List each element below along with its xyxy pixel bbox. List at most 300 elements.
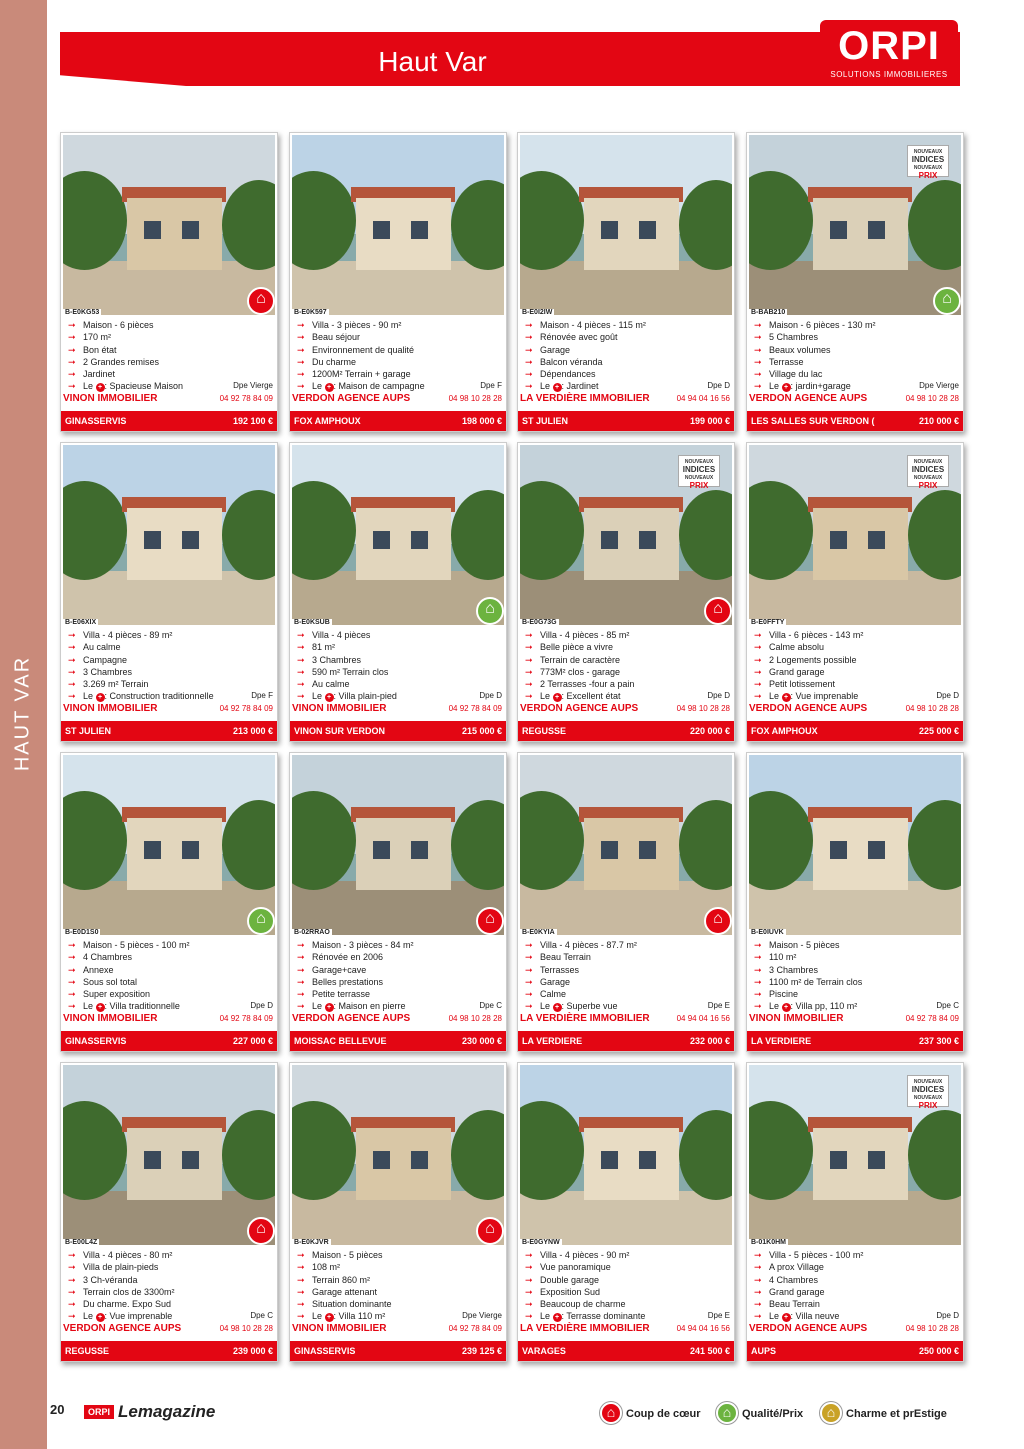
- price-bar: [61, 411, 277, 431]
- red-house-icon: [476, 1217, 504, 1245]
- agency-name[interactable]: VINON IMMOBILIER: [749, 1013, 844, 1024]
- feature-item: ➞ Villa - 4 pièces - 87.7 m²: [522, 939, 732, 951]
- agency-phone[interactable]: 04 94 04 16 56: [676, 1014, 730, 1023]
- feature-item: ➞ 4 Chambres: [65, 951, 275, 963]
- price-bar: [518, 721, 734, 741]
- listing-reference: B-E0FFTY: [751, 619, 785, 626]
- town-name: ST JULIEN: [65, 726, 112, 736]
- agency-phone[interactable]: 04 92 78 84 09: [448, 1324, 502, 1333]
- legend-label: Charme et prEstige: [846, 1408, 947, 1420]
- new-price-flag: NOUVEAUX INDICES NOUVEAUX PRIX: [907, 1075, 949, 1107]
- highlight-row: ➞ Le + : Villa pp, 110 m² Dpe C: [754, 1001, 959, 1011]
- highlight-row: ➞ Le + : jardin+garage Dpe Vierge: [754, 381, 959, 391]
- price-bar: [61, 721, 277, 741]
- dpe-label: Dpe Vierge: [919, 381, 959, 390]
- highlight-row: ➞ Le + : Jardinet Dpe D: [525, 381, 730, 391]
- plus-icon: +: [96, 383, 105, 392]
- feature-list: [522, 319, 732, 380]
- logo-subtitle: SOLUTIONS IMMOBILIERES: [830, 70, 948, 79]
- plus-icon: +: [782, 1313, 791, 1322]
- town-name: LA VERDIERE: [751, 1036, 812, 1046]
- feature-item: ➞ Beau séjour: [294, 331, 504, 343]
- listing-card[interactable]: [60, 752, 278, 1052]
- feature-list: [522, 629, 732, 690]
- listing-reference: B-E0I2IW: [522, 309, 553, 316]
- price-bar: [290, 411, 506, 431]
- quality-house-icon: [716, 1402, 738, 1424]
- plus-icon: +: [553, 1313, 562, 1322]
- feature-item: ➞ 1200M² Terrain + garage: [294, 368, 504, 380]
- dpe-label: Dpe E: [707, 1001, 730, 1010]
- highlight-text: : Maison en pierre: [333, 1001, 406, 1011]
- dpe-label: Dpe C: [250, 1311, 273, 1320]
- new-price-flag: NOUVEAUX INDICES NOUVEAUX PRIX: [907, 455, 949, 487]
- feature-item: ➞ Villa - 4 pièces: [294, 629, 504, 641]
- feature-list: [522, 939, 732, 1000]
- town-name: FOX AMPHOUX: [751, 726, 818, 736]
- feature-item: ➞ Garage attenant: [294, 1286, 504, 1298]
- agency-phone[interactable]: 04 98 10 28 28: [448, 394, 502, 403]
- listing-reference: B-E06XIX: [65, 619, 97, 626]
- plus-icon: +: [96, 1313, 105, 1322]
- price: 210 000 €: [918, 416, 959, 426]
- listing-reference: B-E0KSUB: [294, 619, 330, 626]
- highlight-text: : Villa plain-pied: [333, 691, 397, 701]
- plus-icon: +: [96, 1003, 105, 1012]
- highlight-text: : Vue imprenable: [790, 691, 859, 701]
- agency-phone[interactable]: 04 98 10 28 28: [676, 704, 730, 713]
- feature-item: ➞ 2 Grandes remises: [65, 356, 275, 368]
- property-photo[interactable]: [292, 135, 504, 315]
- agency-phone[interactable]: 04 94 04 16 56: [676, 394, 730, 403]
- feature-item: ➞ 108 m²: [294, 1261, 504, 1273]
- feature-item: ➞ Maison - 5 pièces: [751, 939, 961, 951]
- plus-icon: +: [325, 1313, 334, 1322]
- price: 241 500 €: [689, 1346, 730, 1356]
- feature-item: ➞ Maison - 5 pièces - 100 m²: [65, 939, 275, 951]
- feature-item: ➞ Vue panoramique: [522, 1261, 732, 1273]
- feature-item: ➞ Terrasse: [751, 356, 961, 368]
- feature-list: [65, 939, 275, 1000]
- feature-item: ➞ Campagne: [65, 654, 275, 666]
- feature-item: ➞ Jardinet: [65, 368, 275, 380]
- town-name: LA VERDIERE: [522, 1036, 583, 1046]
- agency-name[interactable]: VERDON AGENCE AUPS: [63, 1323, 182, 1334]
- arrow-icon: ➞: [754, 1001, 762, 1011]
- feature-item: ➞ 4 Chambres: [751, 1274, 961, 1286]
- agency-phone[interactable]: 04 92 78 84 09: [219, 394, 273, 403]
- feature-item: ➞ 170 m²: [65, 331, 275, 343]
- highlight-row: ➞ Le + : Villa traditionnelle Dpe D: [68, 1001, 273, 1011]
- feature-list: [751, 1249, 961, 1310]
- feature-item: ➞ Villa - 4 pièces - 90 m²: [522, 1249, 732, 1261]
- arrow-icon: ➞: [754, 1311, 762, 1321]
- feature-item: ➞ Belles prestations: [294, 976, 504, 988]
- price: 239 125 €: [461, 1346, 502, 1356]
- agency-row: [749, 703, 961, 716]
- new-price-flag: NOUVEAUX INDICES NOUVEAUX PRIX: [678, 455, 720, 487]
- highlight-text: : Jardinet: [561, 381, 599, 391]
- listing-card[interactable]: [60, 132, 278, 432]
- arrow-icon: ➞: [525, 691, 533, 701]
- plus-icon: +: [325, 1003, 334, 1012]
- listing-card[interactable]: [289, 132, 507, 432]
- feature-item: ➞ Rénovée en 2006: [294, 951, 504, 963]
- feature-item: ➞ Terrasses: [522, 964, 732, 976]
- price-bar: [61, 1341, 277, 1361]
- feature-item: ➞ 5 Chambres: [751, 331, 961, 343]
- agency-name[interactable]: VINON IMMOBILIER: [63, 1013, 158, 1024]
- arrow-icon: ➞: [525, 1311, 533, 1321]
- property-photo[interactable]: [749, 755, 961, 935]
- highlight-text: : Superbe vue: [561, 1001, 618, 1011]
- feature-list: [65, 319, 275, 380]
- agency-name[interactable]: VINON IMMOBILIER: [63, 393, 158, 404]
- town-name: ST JULIEN: [522, 416, 569, 426]
- feature-item: ➞ 3 Chambres: [294, 654, 504, 666]
- feature-item: ➞ Garage+cave: [294, 964, 504, 976]
- feature-item: ➞ Calme: [522, 988, 732, 1000]
- agency-phone[interactable]: 04 94 04 16 56: [676, 1324, 730, 1333]
- agency-phone[interactable]: 04 92 78 84 09: [219, 704, 273, 713]
- town-name: REGUSSE: [522, 726, 567, 736]
- agency-name[interactable]: LA VERDIÈRE IMMOBILIER: [520, 393, 650, 404]
- feature-item: ➞ 110 m²: [751, 951, 961, 963]
- agency-name[interactable]: VINON IMMOBILIER: [292, 1323, 387, 1334]
- listing-card[interactable]: [517, 442, 735, 742]
- feature-item: ➞ Annexe: [65, 964, 275, 976]
- feature-item: ➞ Environnement de qualité: [294, 344, 504, 356]
- highlight-row: ➞ Le + : Spacieuse Maison Dpe Vierge: [68, 381, 273, 391]
- arrow-icon: ➞: [525, 381, 533, 391]
- highlight-row: ➞ Le + : Maison en pierre Dpe C: [297, 1001, 502, 1011]
- feature-item: ➞ 590 m² Terrain clos: [294, 666, 504, 678]
- highlight-row: ➞ Le + : Excellent état Dpe D: [525, 691, 730, 701]
- feature-list: [294, 939, 504, 1000]
- dpe-label: Dpe Vierge: [233, 381, 273, 390]
- green-house-icon: [247, 907, 275, 935]
- agency-phone[interactable]: 04 98 10 28 28: [448, 1014, 502, 1023]
- green-house-icon: [476, 597, 504, 625]
- feature-list: [65, 629, 275, 690]
- agency-phone[interactable]: 04 98 10 28 28: [905, 704, 959, 713]
- plus-icon: +: [782, 1003, 791, 1012]
- property-photo[interactable]: [63, 1065, 275, 1245]
- arrow-icon: ➞: [297, 691, 305, 701]
- town-name: LES SALLES SUR VERDON (: [751, 416, 875, 426]
- agency-phone[interactable]: 04 92 78 84 09: [219, 1014, 273, 1023]
- price-bar: [518, 411, 734, 431]
- feature-item: ➞ Grand garage: [751, 666, 961, 678]
- feature-item: ➞ Au calme: [294, 678, 504, 690]
- town-name: VARAGES: [522, 1346, 566, 1356]
- town-name: AUPS: [751, 1346, 777, 1356]
- price-bar: [518, 1031, 734, 1051]
- agency-row: [63, 393, 275, 406]
- agency-phone[interactable]: 04 98 10 28 28: [905, 394, 959, 403]
- agency-name[interactable]: VERDON AGENCE AUPS: [749, 1323, 868, 1334]
- feature-list: [294, 319, 504, 380]
- feature-item: ➞ Petit lotissement: [751, 678, 961, 690]
- agency-phone[interactable]: 04 92 78 84 09: [448, 704, 502, 713]
- town-name: VINON SUR VERDON: [294, 726, 386, 736]
- agency-name[interactable]: VERDON AGENCE AUPS: [749, 703, 868, 714]
- highlight-row: ➞ Le + : Villa plain-pied Dpe D: [297, 691, 502, 701]
- listing-reference: B-E0GYNW: [522, 1239, 560, 1246]
- feature-item: ➞ Terrain clos de 3300m²: [65, 1286, 275, 1298]
- property-photo[interactable]: [292, 1065, 504, 1245]
- highlight-row: ➞ Le + : Villa neuve Dpe D: [754, 1311, 959, 1321]
- feature-list: [751, 939, 961, 1000]
- legend-charme-prestige: [820, 1402, 950, 1426]
- town-name: FOX AMPHOUX: [294, 416, 361, 426]
- property-photo[interactable]: [520, 1065, 732, 1245]
- arrow-icon: ➞: [754, 691, 762, 701]
- agency-row: [63, 1013, 275, 1026]
- town-name: GINASSERVIS: [294, 1346, 356, 1356]
- listing-reference: B-E0KJVR: [294, 1239, 329, 1246]
- green-house-icon: [933, 287, 961, 315]
- feature-item: ➞ 1100 m² de Terrain clos: [751, 976, 961, 988]
- listing-reference: B-02RRAO: [294, 929, 330, 936]
- agency-row: [520, 1013, 732, 1026]
- agency-row: [292, 393, 504, 406]
- feature-list: [65, 1249, 275, 1310]
- feature-item: ➞ Belle pièce a vivre: [522, 641, 732, 653]
- page-number: 20: [50, 1402, 65, 1417]
- logo-text: ORPI: [838, 24, 940, 68]
- price: 250 000 €: [918, 1346, 959, 1356]
- feature-item: ➞ Villa de plain-pieds: [65, 1261, 275, 1273]
- agency-name[interactable]: LA VERDIÈRE IMMOBILIER: [520, 1013, 650, 1024]
- highlight-row: ➞ Le + : Vue imprenable Dpe C: [68, 1311, 273, 1321]
- property-photo[interactable]: [520, 755, 732, 935]
- feature-item: ➞ Calme absolu: [751, 641, 961, 653]
- arrow-icon: ➞: [68, 1001, 76, 1011]
- feature-item: ➞ Beau Terrain: [522, 951, 732, 963]
- feature-item: ➞ Villa - 4 pièces - 80 m²: [65, 1249, 275, 1261]
- feature-item: ➞ 81 m²: [294, 641, 504, 653]
- agency-row: [520, 703, 732, 716]
- feature-item: ➞ Piscine: [751, 988, 961, 1000]
- agency-row: [749, 1323, 961, 1336]
- feature-item: ➞ 3 Chambres: [751, 964, 961, 976]
- highlight-row: ➞ Le + : Construction traditionnelle Dpe F: [68, 691, 273, 701]
- agency-name[interactable]: VERDON AGENCE AUPS: [292, 393, 411, 404]
- agency-name[interactable]: VERDON AGENCE AUPS: [292, 1013, 411, 1024]
- feature-item: ➞ Garage: [522, 344, 732, 356]
- listing-card[interactable]: [289, 1062, 507, 1362]
- feature-item: ➞ Garage: [522, 976, 732, 988]
- listing-card[interactable]: [60, 442, 278, 742]
- highlight-text: : Maison de campagne: [333, 381, 425, 391]
- agency-name[interactable]: VERDON AGENCE AUPS: [749, 393, 868, 404]
- feature-item: ➞ Double garage: [522, 1274, 732, 1286]
- listing-reference: B-E0KG53: [65, 309, 100, 316]
- feature-item: ➞ Sous sol total: [65, 976, 275, 988]
- agency-phone[interactable]: 04 92 78 84 09: [905, 1014, 959, 1023]
- highlight-row: ➞ Le + : Terrasse dominante Dpe E: [525, 1311, 730, 1321]
- agency-row: [520, 393, 732, 406]
- feature-item: ➞ Beaux volumes: [751, 344, 961, 356]
- feature-item: ➞ Terrain 860 m²: [294, 1274, 504, 1286]
- property-photo[interactable]: [63, 445, 275, 625]
- listing-card[interactable]: [517, 132, 735, 432]
- listing-reference: B-BAB210: [751, 309, 786, 316]
- price: 192 100 €: [232, 416, 273, 426]
- red-house-icon: [704, 907, 732, 935]
- page-title: Haut Var: [378, 46, 487, 77]
- price-bar: [290, 1031, 506, 1051]
- feature-item: ➞ 3 Chambres: [65, 666, 275, 678]
- feature-item: ➞ Villa - 6 pièces - 143 m²: [751, 629, 961, 641]
- dpe-label: Dpe F: [480, 381, 502, 390]
- agency-row: [749, 393, 961, 406]
- agency-phone[interactable]: 04 98 10 28 28: [905, 1324, 959, 1333]
- listing-card[interactable]: [517, 1062, 735, 1362]
- feature-item: ➞ 773M² clos - garage: [522, 666, 732, 678]
- price: 232 000 €: [689, 1036, 730, 1046]
- price: 239 000 €: [232, 1346, 273, 1356]
- orpi-logo[interactable]: [820, 20, 958, 84]
- legend-label: Coup de cœur: [626, 1408, 701, 1420]
- town-name: GINASSERVIS: [65, 416, 127, 426]
- feature-list: [294, 629, 504, 690]
- feature-item: ➞ Maison - 5 pièces: [294, 1249, 504, 1261]
- dpe-label: Dpe Vierge: [462, 1311, 502, 1320]
- price-bar: [747, 721, 963, 741]
- price: 225 000 €: [918, 726, 959, 736]
- price-bar: [290, 721, 506, 741]
- feature-item: ➞ Villa - 4 pièces - 85 m²: [522, 629, 732, 641]
- feature-item: ➞ Terrain de caractère: [522, 654, 732, 666]
- listing-card[interactable]: [289, 442, 507, 742]
- listing-card[interactable]: [60, 1062, 278, 1362]
- price-bar: [747, 411, 963, 431]
- feature-list: [294, 1249, 504, 1310]
- agency-row: [292, 1013, 504, 1026]
- highlight-row: ➞ Le + : Vue imprenable Dpe D: [754, 691, 959, 701]
- property-photo[interactable]: [63, 135, 275, 315]
- listing-card[interactable]: [289, 752, 507, 1052]
- plus-icon: +: [553, 693, 562, 702]
- agency-row: [520, 1323, 732, 1336]
- town-name: GINASSERVIS: [65, 1036, 127, 1046]
- feature-item: ➞ Exposition Sud: [522, 1286, 732, 1298]
- listing-reference: B-E00L4Z: [65, 1239, 98, 1246]
- agency-row: [63, 703, 275, 716]
- feature-item: ➞ Beau Terrain: [751, 1298, 961, 1310]
- plus-icon: +: [553, 1003, 562, 1012]
- feature-item: ➞ 3 Ch-véranda: [65, 1274, 275, 1286]
- arrow-icon: ➞: [297, 1001, 305, 1011]
- side-label-text: HAUT VAR: [11, 655, 34, 772]
- listing-card[interactable]: [746, 1062, 964, 1362]
- listing-card[interactable]: [517, 752, 735, 1052]
- agency-phone[interactable]: 04 98 10 28 28: [219, 1324, 273, 1333]
- highlight-text: : Villa pp, 110 m²: [790, 1001, 858, 1011]
- legend-label: Qualité/Prix: [742, 1408, 804, 1420]
- agency-name[interactable]: LA VERDIÈRE IMMOBILIER: [520, 1323, 650, 1334]
- dpe-label: Dpe D: [707, 691, 730, 700]
- feature-item: ➞ Village du lac: [751, 368, 961, 380]
- feature-item: ➞ Du charme. Expo Sud: [65, 1298, 275, 1310]
- listing-card[interactable]: [746, 752, 964, 1052]
- price: 220 000 €: [689, 726, 730, 736]
- price: 213 000 €: [232, 726, 273, 736]
- feature-item: ➞ Au calme: [65, 641, 275, 653]
- agency-row: [63, 1323, 275, 1336]
- dpe-label: Dpe D: [936, 1311, 959, 1320]
- new-price-flag: NOUVEAUX INDICES NOUVEAUX PRIX: [907, 145, 949, 177]
- price: 198 000 €: [461, 416, 502, 426]
- dpe-label: Dpe D: [479, 691, 502, 700]
- arrow-icon: ➞: [68, 691, 76, 701]
- listing-card[interactable]: [746, 132, 964, 432]
- feature-item: ➞ A prox Village: [751, 1261, 961, 1273]
- agency-row: [292, 1323, 504, 1336]
- red-house-icon: [247, 1217, 275, 1245]
- listing-card[interactable]: [746, 442, 964, 742]
- plus-icon: +: [782, 383, 791, 392]
- feature-item: ➞ 2 Logements possible: [751, 654, 961, 666]
- side-label: [0, 640, 47, 790]
- highlight-text: : jardin+garage: [790, 381, 851, 391]
- arrow-icon: ➞: [68, 381, 76, 391]
- agency-name[interactable]: VINON IMMOBILIER: [63, 703, 158, 714]
- highlight-row: ➞ Le + : Maison de campagne Dpe F: [297, 381, 502, 391]
- feature-item: ➞ Villa - 3 pièces - 90 m²: [294, 319, 504, 331]
- red-house-icon: [704, 597, 732, 625]
- price: 227 000 €: [232, 1036, 273, 1046]
- highlight-text: : Vue imprenable: [104, 1311, 173, 1321]
- highlight-row: ➞ Le + : Superbe vue Dpe E: [525, 1001, 730, 1011]
- feature-item: ➞ Maison - 6 pièces: [65, 319, 275, 331]
- property-photo[interactable]: [63, 755, 275, 935]
- price: 199 000 €: [689, 416, 730, 426]
- listing-reference: B-01K0HM: [751, 1239, 787, 1246]
- listing-reference: B-E0D1S0: [65, 929, 99, 936]
- listing-reference: B-E0IUVK: [751, 929, 784, 936]
- feature-item: ➞ Petite terrasse: [294, 988, 504, 1000]
- price: 230 000 €: [461, 1036, 502, 1046]
- red-house-icon: [476, 907, 504, 935]
- agency-row: [749, 1013, 961, 1026]
- feature-item: ➞ Maison - 3 pièces - 84 m²: [294, 939, 504, 951]
- plus-icon: +: [325, 693, 334, 702]
- property-photo[interactable]: [520, 135, 732, 315]
- feature-item: ➞ Grand garage: [751, 1286, 961, 1298]
- dpe-label: Dpe D: [250, 1001, 273, 1010]
- plus-icon: +: [325, 383, 334, 392]
- dpe-label: Dpe D: [936, 691, 959, 700]
- town-name: MOISSAC BELLEVUE: [294, 1036, 387, 1046]
- property-photo[interactable]: [292, 445, 504, 625]
- property-photo[interactable]: [292, 755, 504, 935]
- agency-name[interactable]: VERDON AGENCE AUPS: [520, 703, 639, 714]
- feature-item: ➞ 3.269 m² Terrain: [65, 678, 275, 690]
- feature-list: [751, 319, 961, 380]
- highlight-text: : Villa 110 m²: [333, 1311, 386, 1321]
- feature-item: ➞ Villa - 5 pièces - 100 m²: [751, 1249, 961, 1261]
- feature-item: ➞ Super exposition: [65, 988, 275, 1000]
- price-bar: [747, 1341, 963, 1361]
- red-house-icon: [247, 287, 275, 315]
- dpe-label: Dpe C: [936, 1001, 959, 1010]
- feature-item: ➞ Situation dominante: [294, 1298, 504, 1310]
- prestige-house-icon: [820, 1402, 842, 1424]
- agency-name[interactable]: VINON IMMOBILIER: [292, 703, 387, 714]
